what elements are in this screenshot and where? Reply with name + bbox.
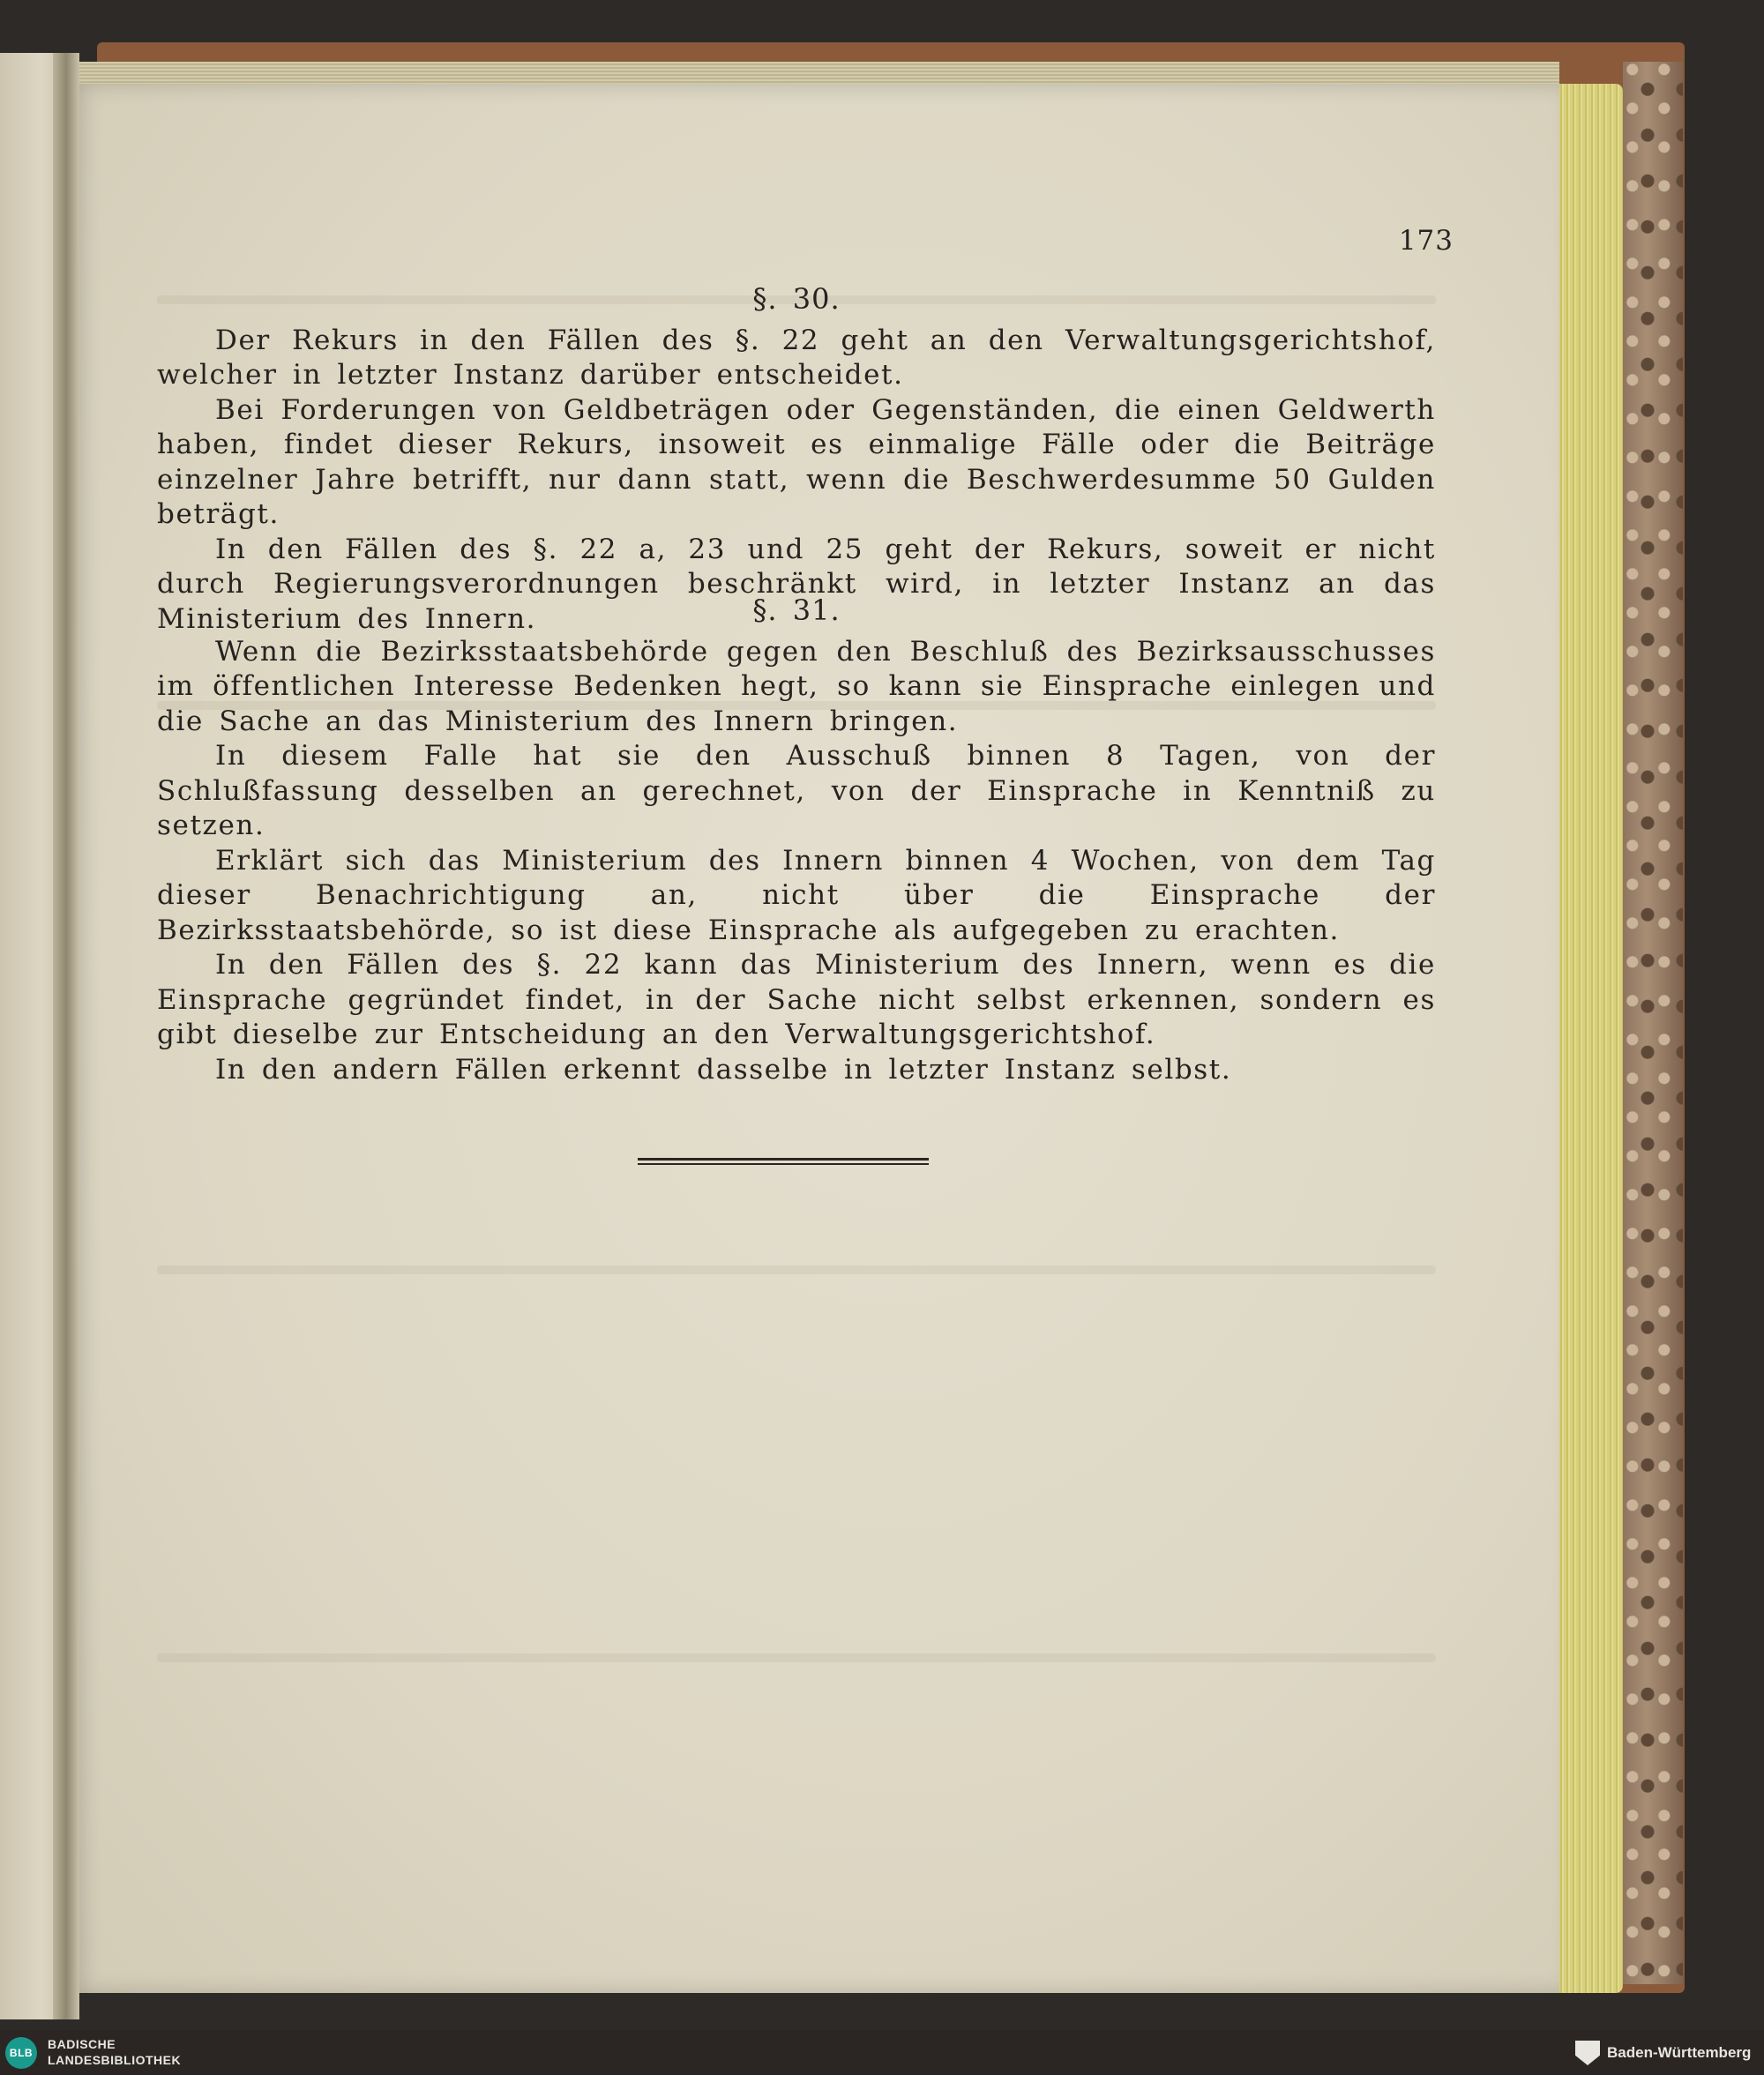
paragraph: In diesem Falle hat sie den Ausschuß binnen 8 Tagen, von der Schlußfassung desselben an gerechnet, von der Einsprache in Kenntniß zu setzen.: [157, 740, 1436, 841]
viewer-footer: [0, 2030, 1764, 2075]
state-name[interactable]: Baden-Württemberg: [1607, 2044, 1752, 2061]
section-30: [157, 282, 1436, 637]
paragraph: In den andern Fällen erkennt dasselbe in letzter Instanz selbst.: [215, 1053, 1232, 1086]
end-rule-thin: [638, 1163, 929, 1165]
book-page: [69, 84, 1559, 1993]
bleed-through: [157, 1265, 1436, 1274]
library-name[interactable]: [48, 2036, 181, 2068]
section-31: [157, 593, 1436, 1087]
paragraph: In den Fällen des §. 22 kann das Ministerium des Innern, wenn es die Einsprache gegründet findet, in der Sache nicht selbst erkennen, sondern es gibt dieselbe zur Entscheidung an den Verwaltungsgerichtshof.: [157, 949, 1436, 1050]
library-name-line2: LANDESBIBLIOTHEK: [48, 2053, 182, 2067]
paragraph: Erklärt sich das Ministerium des Innern binnen 4 Wochen, von dem Tag dieser Benachrichtigung an, nicht über die Einsprache der Bezirksstaatsbehörde, so ist diese Einsprache als aufgegeben zu erachten.: [157, 844, 1436, 946]
paragraph: Der Rekurs in den Fällen des §. 22 geht an den Verwaltungsgerichtshof, welcher in letzter Instanz darüber entscheidet.: [157, 324, 1436, 391]
paragraph: Bei Forderungen von Geldbeträgen oder Gegenständen, die einen Geldwerth haben, findet dieser Rekurs, insoweit es einmalige Fälle oder die Beiträge einzelner Jahre betrifft, nur dann statt, wenn die Beschwerdesumme 50 Gulden beträgt.: [157, 393, 1436, 530]
library-name-line1: BADISCHE: [48, 2037, 116, 2051]
paragraph: In den Fällen des §. 22 a, 23 und 25 geht der Rekurs, soweit er nicht durch Regierungsverordnungen beschränkt wird, in letzter Instanz an das Ministerium des Innern.: [157, 533, 1436, 635]
paragraph: Wenn die Bezirksstaatsbehörde gegen den Beschluß des Bezirksausschusses im öffentlichen Interesse Bedenken hegt, so kann sie Einsprache einlegen und die Sache an das Ministerium des Innern bringen.: [157, 635, 1436, 737]
gutter-shadow: [53, 53, 79, 2019]
bw-crest-icon[interactable]: [1575, 2041, 1600, 2065]
page-number: 173: [1398, 225, 1454, 257]
blb-logo-icon[interactable]: BLB: [5, 2037, 37, 2069]
marbled-cover-edge: [1623, 62, 1683, 1984]
section-heading: §. 30.: [752, 282, 841, 316]
end-rule: [638, 1158, 929, 1161]
section-heading: §. 31.: [752, 593, 841, 627]
bleed-through: [157, 1653, 1436, 1662]
